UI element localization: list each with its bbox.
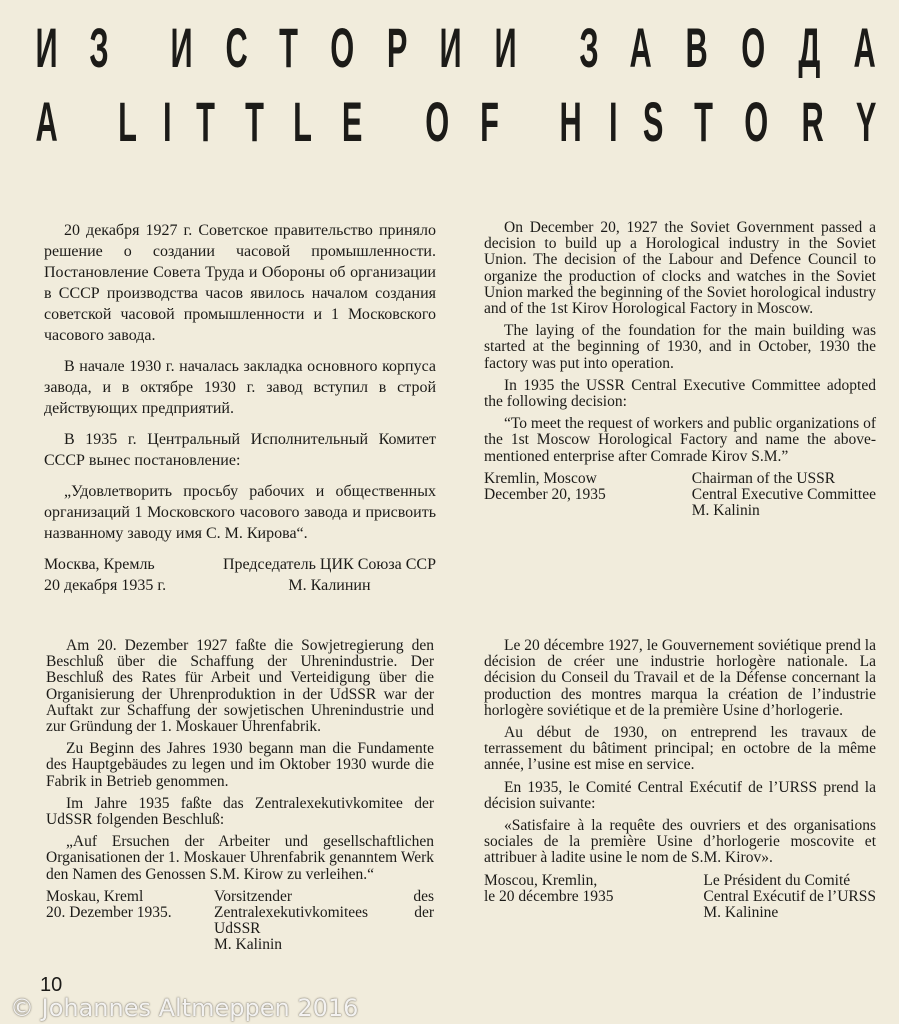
heading-russian: [26, 18, 886, 78]
heading-letter: О: [740, 16, 766, 79]
heading-letter: T: [244, 90, 265, 153]
heading-letter: R: [801, 90, 825, 153]
quote: „Auf Ersuchen der Arbeiter und gesellschaftlichen Organisationen der 1. Moskauer Uhrenfabrik genanntem Werk den Namen des Genossen S.M. Kirow zu verleihen.“: [46, 833, 434, 883]
heading-english: [26, 92, 886, 152]
heading-letter: И: [439, 16, 464, 79]
page-number: 10: [40, 974, 63, 996]
signature-place-date: Kremlin, Moscow December 20, 1935: [484, 469, 606, 504]
russian-column: [44, 220, 436, 596]
heading-letter: A: [35, 90, 59, 153]
heading-letter: S: [643, 90, 665, 153]
heading-letter: I: [608, 90, 619, 153]
heading-letter: И: [170, 16, 194, 79]
heading-letter: T: [694, 90, 715, 153]
heading-letter: [544, 18, 554, 78]
quote: „Удовлетворить просьбу рабочих и общественных организаций 1 Московского часового завода и присвоить названному заводу имя С. М. Кирова“.: [44, 483, 436, 542]
heading-letter: О: [330, 16, 356, 79]
signature-place-date: Moscou, Kremlin, le 20 décembre 1935: [484, 871, 614, 905]
heading-letter: L: [118, 90, 139, 153]
quote: “To meet the request of workers and public organizations of the 1st Moscow Horological Factory and name the above-mentioned enterprise after Comrade Kirov S.M.”: [484, 415, 876, 465]
signature-signatory: Le Président du Comité Central Exécutif de l’URSS M. Kalinine: [703, 871, 876, 922]
paragraph: In 1935 the USSR Central Executive Committee adopted the following decision:: [484, 376, 876, 411]
heading-letter: L: [293, 90, 314, 153]
signature-block: [46, 889, 434, 954]
heading-letter: А: [629, 16, 654, 79]
heading-letter: Т: [279, 16, 300, 79]
paragraph: Im Jahre 1935 faßte das Zentralexekutivkomitee der UdSSR folgenden Beschluß:: [46, 794, 434, 829]
heading-letter: Y: [855, 90, 878, 153]
paragraph: 20 декабря 1927 г. Советское правительство приняло решение о создании часовой промышленности. Постановление Совета Труда и Обороны об организации в СССР производства часов явилось началом создания советской часовой промышленности и 1 Московского часового завода.: [44, 222, 436, 344]
heading-letter: В: [685, 16, 709, 79]
heading-letter: И: [494, 16, 519, 79]
heading-letter: З: [578, 16, 600, 79]
signature-signatory: Chairman of the USSR Central Executive Committee M. Kalinin: [691, 469, 876, 520]
french-column: [484, 638, 876, 921]
signature-place-date: Москва, Кремль 20 декабря 1935 г.: [44, 556, 167, 594]
heading-letter: [389, 92, 399, 152]
heading-letter: E: [342, 90, 364, 153]
paragraph: В начале 1930 г. началась закладка основного корпуса завода, и в октябре 1930 г. завод вступил в строй действующих предприятий.: [44, 358, 436, 417]
paragraph: Zu Beginn des Jahres 1930 begann man die Fundamente des Hauptgebäudes zu legen und im Oktober 1930 wurde die Fabrik in Betrieb genommen.: [46, 740, 434, 790]
english-column: [484, 220, 876, 519]
heading-letter: З: [89, 16, 110, 79]
paragraph: В 1935 г. Центральный Исполнительный Комитет СССР вынес постановление:: [44, 431, 436, 469]
paragraph: Au début de 1930, on entreprend les travaux de terrassement du bâtiment principal; en octobre de la même année, l’usine est mise en service.: [484, 724, 876, 774]
german-column: [46, 638, 434, 954]
paragraph: On December 20, 1927 the Soviet Government passed a decision to build up a Horological industry in the Soviet Union. The decision of the Labour and Defence Council to organize the production of clocks and watches in the Soviet Union marked the beginning of the Soviet horological industry and of the 1st Kirov Horological Factory in Moscow.: [484, 219, 876, 318]
heading-letter: [524, 92, 534, 152]
heading-letter: Р: [387, 16, 409, 79]
heading-letter: O: [424, 90, 450, 153]
signature-block: [44, 554, 436, 596]
heading-letter: O: [744, 90, 770, 153]
signature-block: [484, 471, 876, 520]
paragraph: Le 20 décembre 1927, le Gouvernement soviétique prend la décision de créer une industrie horlogère nationale. La décision du Conseil du Travail et de la Défense concernant la production des montres marqua la création de l’industrie horlogère soviétique et de la première Usine d’horlogerie.: [484, 637, 876, 719]
heading-letter: I: [162, 90, 173, 153]
signature-place-date: Moskau, Kreml 20. Dezember 1935.: [46, 887, 172, 922]
heading-letter: [135, 18, 145, 78]
heading-letter: И: [35, 16, 59, 79]
heading-letter: T: [196, 90, 217, 153]
signature-block: [484, 873, 876, 922]
paragraph: En 1935, le Comité Central Exécutif de l’URSS prend la décision suivante:: [484, 778, 876, 812]
paragraph: The laying of the foundation for the main building was started at the beginning of 1930, and in October, 1930 the factory was put into operation.: [484, 322, 876, 372]
heading-letter: F: [480, 90, 501, 153]
signature-signatory: Председатель ЦИК Союза ССР М. Калинин: [222, 556, 436, 594]
heading-letter: [85, 92, 95, 152]
heading-letter: С: [225, 16, 249, 79]
paragraph: Am 20. Dezember 1927 faßte die Sowjetregierung den Beschluß über die Schaffung der Uhrenindustrie. Der Beschluß des Rates für Arbeit und Verteidigung über die Organisierung der Uhrenproduktion in der UdSSR war der Auftakt zur Schaffung der sowjetischen Uhrenindustrie und zur Gründung der 1. Moskauer Uhrenfabrik.: [46, 637, 434, 736]
signature-signatory: Vorsitzender des Zentralexekutivkomitees der UdSSR M. Kalinin: [214, 887, 434, 954]
heading-letter: А: [853, 16, 877, 79]
quote: «Satisfaire à la requête des ouvriers et des organisations sociales de la première Usine d’horlogerie moscovite et attribuer à ladite usine le nom de S.M. Kirov».: [484, 817, 876, 867]
heading-letter: Д: [798, 16, 822, 79]
copyright-watermark: © Johannes Altmeppen 2016: [10, 994, 359, 1022]
heading-letter: H: [559, 90, 584, 153]
